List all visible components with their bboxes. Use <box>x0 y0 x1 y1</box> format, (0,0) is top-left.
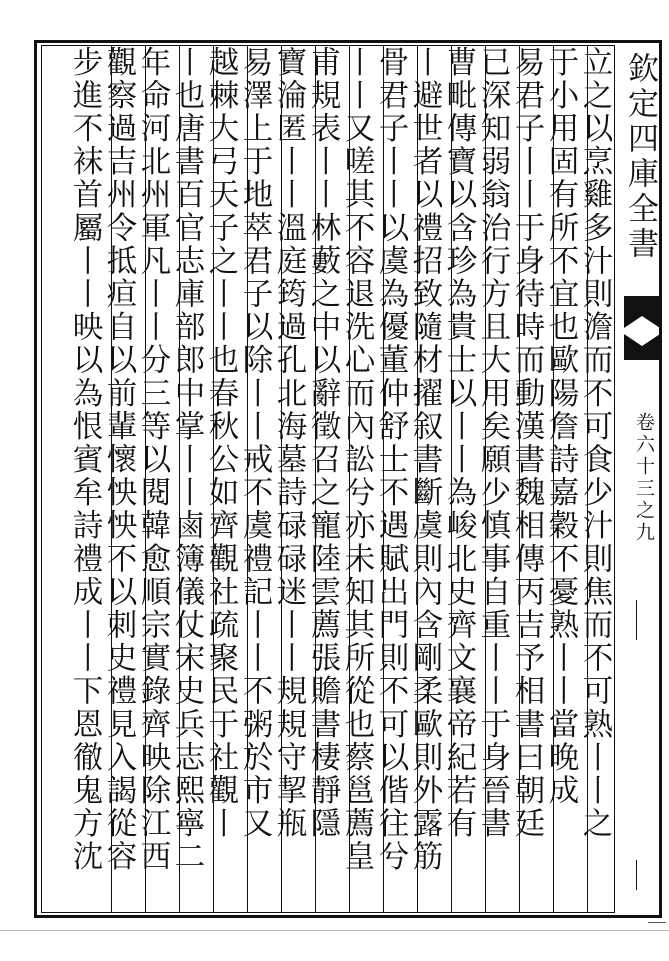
text-column-1: 立之以烹雞多汁則澹而不可食少汁則焦而不可熟丨丨之 <box>577 46 612 841</box>
text-column-7: 骨君子丨丨以虞為優董仲舒士不遇賦出門則不可以偕往兮 <box>373 46 408 874</box>
text-column-3: 易君子丨丨于身待時而動漢書魏相傳丙吉予相書曰朝廷 <box>509 46 544 841</box>
text-column-5: 曹毗傳寶以含珍為貴士以丨丨為峻北史齊文襄帝紀若有 <box>441 46 476 841</box>
text-column-15: 觀察過吉州令抵疸自以前輩懷怏怏不以刺史禮見入謁從容 <box>101 46 136 874</box>
text-column-2: 于小用固有所不宜也歐陽詹詩嘉穀不憂熟丨丨當晚成 <box>543 46 578 808</box>
text-column-8: 丨丨又嗟其不容退洗心而內訟兮亦未知其所從也蔡邕薦皇 <box>339 46 374 874</box>
book-title: 欽定四庫全書 <box>622 52 658 262</box>
text-column-9: 甫規表丨丨林藪之中以辭徵召之寵陸雲薦張贍書棲靜隱 <box>305 46 340 841</box>
text-column-12: 越棘大弓天子之丨丨也春秋公如齊觀社疏聚民于社觀丨 <box>203 46 238 841</box>
margin-rule-upper <box>636 600 637 640</box>
text-column-6: 丨避世者以禮招致隨材擢叙書斷虞則內含剛柔歐則外露筋 <box>407 46 442 874</box>
fishtail-mark-icon <box>624 296 660 360</box>
text-column-10: 寶淪匿丨丨溫庭筠過孔北海墓詩碌碌迷丨丨規規守挈瓶 <box>271 46 306 841</box>
text-column-11: 易澤上于地萃君子以除丨丨戒不虞禮記丨丨不粥於市又 <box>237 46 272 841</box>
corner-tick <box>648 922 666 923</box>
text-column-4: 已深知弱翁治行方且大用矣願少慎事自重丨丨于身晉書 <box>475 46 510 841</box>
volume-number: 卷六十三之九 <box>633 412 655 544</box>
text-column-13: 丨也唐書百官志庫部郎中掌丨丨鹵簿儀仗宋史兵志熙寧二 <box>169 46 204 874</box>
text-column-16: 步進不袜首屬丨丨映以為恨賓牟詩禮成丨丨下恩徹鬼方沈 <box>67 46 102 874</box>
text-column-14: 年命河北州軍凡丨丨分三等以閱韓愈順宗實錄齊映除江西 <box>135 46 170 874</box>
margin-rule-lower <box>636 860 637 890</box>
page-bottom-edge <box>0 930 669 931</box>
